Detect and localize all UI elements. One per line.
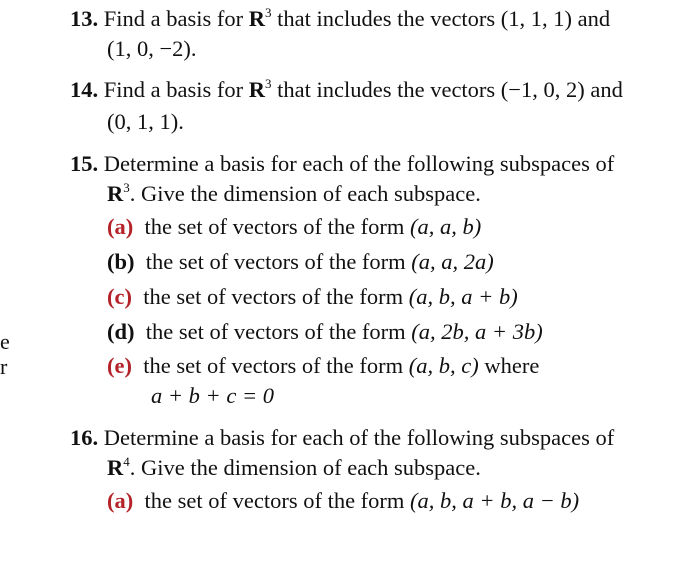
subpart-math: (a, a, 2a): [411, 249, 494, 274]
subpart-math: (a, 2b, a + 3b): [411, 319, 543, 344]
problem-16-line-1: [70, 423, 614, 453]
subpart-label: (b): [107, 249, 135, 274]
subpart-text: the set of vectors of the form: [143, 353, 409, 378]
subpart-a: [107, 212, 481, 242]
subpart-text: where: [478, 353, 540, 378]
problem-text: Determine a basis for each of the following subspaces of: [103, 425, 615, 450]
subpart-label: (d): [107, 319, 135, 344]
problem-text: Find a basis for: [103, 77, 244, 102]
edge-glyph: r: [0, 354, 8, 379]
problem-text: . Give the dimension of each subspace.: [129, 455, 481, 480]
problem-text: Find a basis for: [103, 6, 244, 31]
subpart-math: (a, a, b): [410, 214, 482, 239]
space-symbol: R: [107, 455, 124, 480]
subpart-b: [107, 247, 494, 277]
problem-number: 14.: [70, 77, 99, 102]
problem-15-line-1: [70, 149, 614, 179]
problem-text: . Give the dimension of each subspace.: [129, 181, 481, 206]
subpart-text: the set of vectors of the form: [143, 284, 409, 309]
subpart-label: (a): [107, 214, 134, 239]
subpart-math: a + b + c = 0: [151, 383, 275, 408]
problem-text: Determine a basis for each of the following subspaces of: [103, 151, 615, 176]
problem-14-line-2: [107, 107, 184, 137]
problem-text: that includes the vectors (−1, 0, 2) and: [277, 77, 623, 102]
problem-number: 13.: [70, 6, 99, 31]
subpart-math: (a, b, a + b): [408, 284, 518, 309]
space-symbol: R: [248, 6, 265, 31]
space-exponent: 3: [265, 76, 272, 91]
space-exponent: 3: [123, 180, 130, 195]
problem-text: (0, 1, 1).: [107, 109, 184, 134]
subpart-label: (c): [107, 284, 132, 309]
subpart-e: [107, 351, 539, 381]
subpart-text: the set of vectors of the form: [144, 488, 411, 513]
subpart-text: the set of vectors of the form: [145, 319, 412, 344]
problem-15-line-2: [107, 179, 481, 209]
space-exponent: 3: [265, 5, 272, 20]
edge-glyph: e: [0, 329, 10, 354]
problem-text: that includes the vectors (1, 1, 1) and: [277, 6, 611, 31]
subpart-d: [107, 317, 543, 347]
problem-number: 16.: [70, 425, 99, 450]
problem-14-line-1: [70, 75, 623, 105]
problem-13-line-2: [107, 34, 197, 64]
subpart-text: the set of vectors of the form: [145, 249, 412, 274]
subpart-c: [107, 282, 518, 312]
subpart-label: (a): [107, 488, 134, 513]
subpart-math: (a, b, a + b, a − b): [410, 488, 580, 513]
problem-number: 15.: [70, 151, 99, 176]
space-exponent: 4: [123, 454, 130, 469]
subpart-a: [107, 486, 579, 516]
subpart-label: (e): [107, 353, 132, 378]
subpart-e-line-2: [151, 381, 274, 411]
problem-text: (1, 0, −2).: [107, 36, 197, 61]
subpart-text: the set of vectors of the form: [144, 214, 411, 239]
space-symbol: R: [107, 181, 124, 206]
problem-16-line-2: [107, 453, 481, 483]
space-symbol: R: [248, 77, 265, 102]
problem-13-line-1: [70, 4, 610, 34]
subpart-math: (a, b, c): [408, 353, 479, 378]
